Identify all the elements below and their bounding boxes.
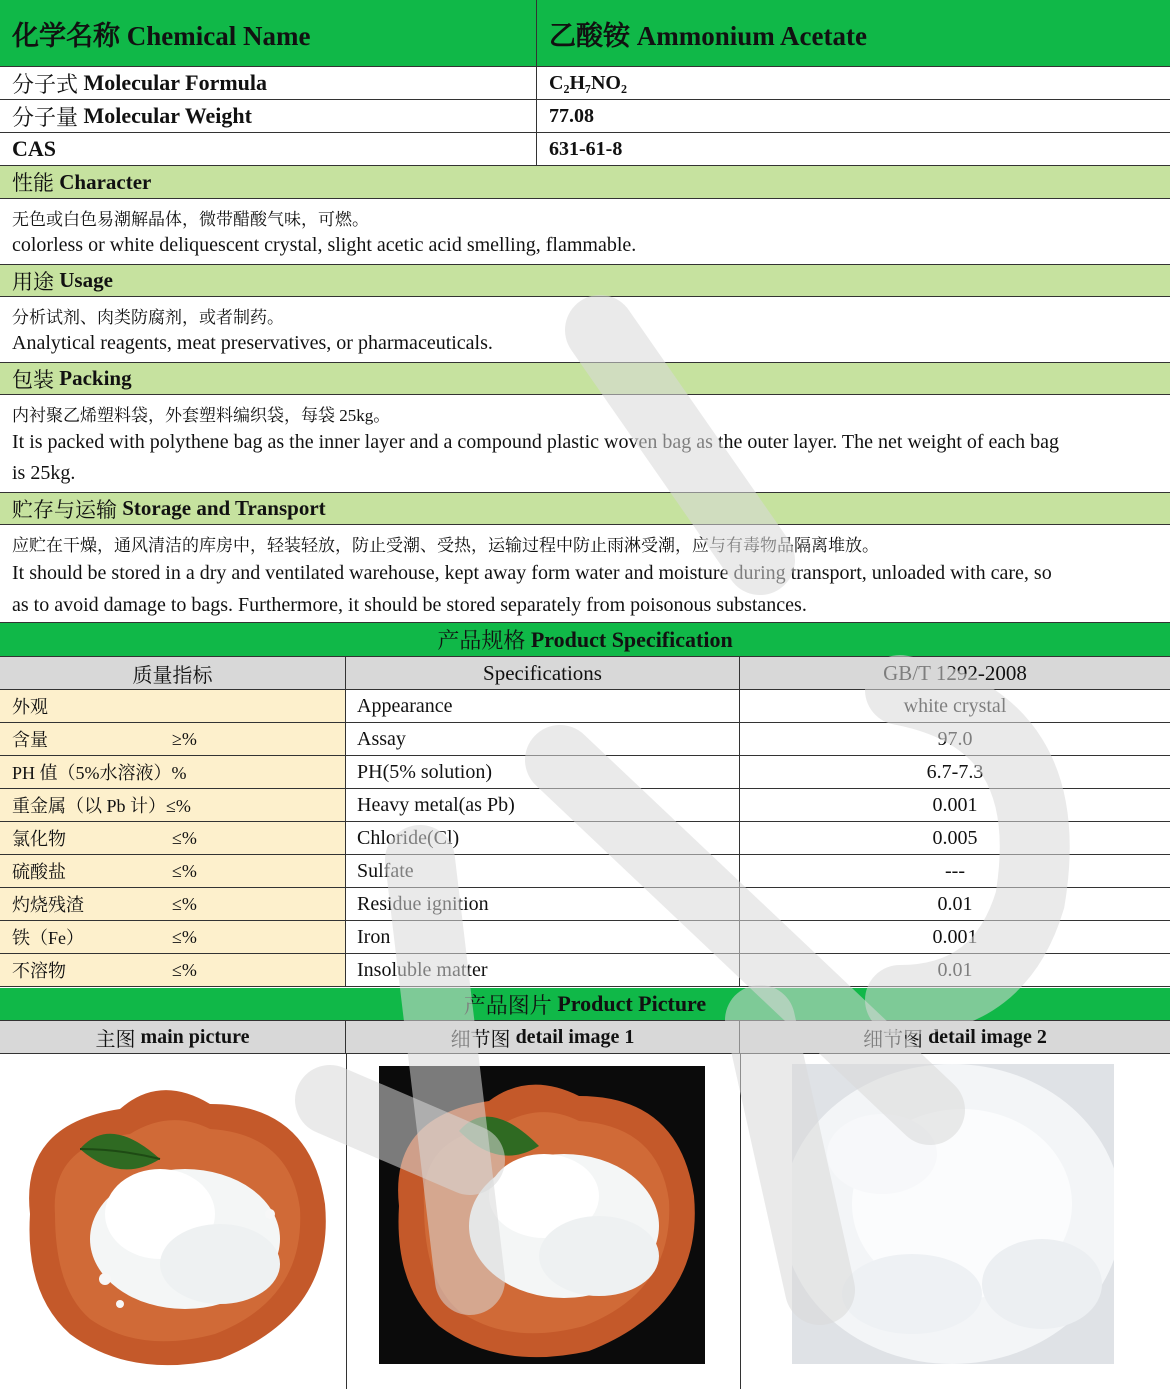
text-cn: 应贮在干燥，通风清洁的库房中，轻装轻放，防止受潮、受热，运输过程中防止雨淋受潮，应与有毒物品隔离堆放。 [12, 536, 879, 555]
caption-en: main picture [140, 1025, 250, 1048]
spec-value: 0.01 [937, 892, 973, 915]
section-body-storage [0, 525, 1170, 623]
spec-value: 0.01 [937, 958, 973, 981]
heading-en: Packing [59, 366, 132, 390]
text-cn: 无色或白色易潮解晶体，微带醋酸气味，可燃。 [12, 210, 369, 229]
spec-value: white crystal [903, 694, 1007, 717]
spec-en-label: Insoluble matter [346, 954, 740, 986]
spec-col-header: Specifications [346, 657, 740, 689]
spec-cn-label [0, 723, 346, 755]
spec-cn-unit: ≤% [172, 959, 197, 980]
property-label-en: Molecular Weight [83, 103, 252, 128]
spec-cn-text: PH 值（5%水溶液）% [12, 763, 187, 783]
spec-cn-label [0, 690, 346, 722]
picture-divider [740, 1054, 741, 1389]
heading-cn: 贮存与运输 [12, 497, 117, 522]
spec-en-label: Assay [346, 723, 740, 755]
property-label-en: Molecular Formula [83, 70, 268, 95]
spec-cn-unit: ≤% [172, 926, 197, 947]
spec-row [0, 789, 1170, 822]
spec-cn-unit: ≤% [172, 827, 197, 848]
spec-value: 0.001 [932, 925, 978, 948]
property-value: C₂H₇NO₂ [549, 71, 627, 94]
property-row-weight [0, 100, 1170, 133]
spec-cn-text: 氯化物 [12, 829, 66, 849]
spec-cn-text: 含量 [12, 730, 48, 750]
section-heading-packing [0, 363, 1170, 395]
spec-cn-label [0, 756, 346, 788]
heading-cn: 用途 [12, 269, 54, 294]
spec-row [0, 756, 1170, 789]
spec-col-header: GB/T 1292-2008 [883, 660, 1027, 685]
section-heading-character [0, 166, 1170, 199]
spec-cn-unit: ≤% [172, 860, 197, 881]
spec-en-label: Chloride(Cl) [346, 822, 740, 854]
spec-en-label: PH(5% solution) [346, 756, 740, 788]
section-heading-storage [0, 493, 1170, 525]
section-body-character [0, 199, 1170, 265]
spec-en-label: Iron [346, 921, 740, 953]
caption-detail-2 [740, 1021, 1170, 1053]
spec-col-header: 质量指标 [0, 657, 346, 689]
heading-cn: 包装 [12, 367, 54, 392]
text-cn: 分析试剂、肉类防腐剂，或者制药。 [12, 308, 284, 327]
picture-area [0, 1054, 1170, 1389]
heading-en: Storage and Transport [122, 496, 326, 520]
picture-title-row [0, 988, 1170, 1021]
chemical-name-label: 化学名称 Chemical Name [0, 0, 537, 66]
picture-title-en: Product Picture [557, 991, 707, 1016]
spec-row [0, 888, 1170, 921]
text-en-line2: as to avoid damage to bags. Furthermore, it should be stored separately from poisonous substances. [12, 594, 807, 616]
spec-row [0, 954, 1170, 987]
spec-cn-text: 硫酸盐 [12, 862, 66, 882]
caption-en: detail image 2 [928, 1025, 1047, 1048]
text-en: colorless or white deliquescent crystal, slight acetic acid smelling, flammable. [12, 234, 637, 256]
spec-cn-label [0, 822, 346, 854]
plate-photo-main [10, 1064, 336, 1374]
detail-picture-2 [792, 1064, 1114, 1364]
caption-detail-1 [346, 1021, 740, 1053]
picture-divider [346, 1054, 347, 1389]
heading-en: Character [59, 169, 152, 194]
spec-cn-unit: ≥% [172, 728, 197, 749]
property-label-en: CAS [12, 136, 57, 161]
property-row-cas [0, 133, 1170, 166]
spec-title-row [0, 623, 1170, 657]
property-label-cn: 分子式 [12, 71, 79, 97]
spec-value: 0.001 [932, 793, 978, 816]
caption-main [0, 1021, 346, 1053]
text-en-line1: It is packed with polythene bag as the inner layer and a compound plastic woven bag as the outer layer. The net weight of each bag [12, 431, 1060, 453]
spec-row [0, 921, 1170, 954]
spec-value: 6.7-7.3 [926, 760, 984, 783]
caption-cn: 细节图 [863, 1028, 924, 1051]
spec-title-cn: 产品规格 [437, 628, 526, 653]
spec-en-label: Sulfate [346, 855, 740, 887]
spec-cn-label [0, 789, 346, 821]
spec-cn-label [0, 921, 346, 953]
property-row-formula [0, 67, 1170, 100]
main-picture [10, 1064, 336, 1374]
spec-title-en: Product Specification [530, 626, 733, 652]
spec-cn-label [0, 855, 346, 887]
section-body-packing [0, 395, 1170, 493]
spec-cn-text: 灼烧残渣 [12, 895, 84, 915]
text-en-line1: It should be stored in a dry and ventilated warehouse, kept away form water and moisture during transport, unloaded with care, so [12, 562, 1052, 584]
spec-en-label: Residue ignition [346, 888, 740, 920]
spec-value: 97.0 [937, 727, 973, 750]
picture-caption-row [0, 1021, 1170, 1054]
caption-cn: 主图 [95, 1028, 136, 1051]
property-label [0, 100, 537, 132]
header-row [0, 0, 1170, 67]
property-label [0, 133, 537, 165]
spec-en-label: Appearance [346, 690, 740, 722]
plate-photo-detail-1 [379, 1066, 705, 1364]
spec-cn-label [0, 954, 346, 986]
property-label-cn: 分子量 [12, 104, 79, 130]
spec-en-label: Heavy metal(as Pb) [346, 789, 740, 821]
spec-cn-text: 外观 [12, 697, 48, 717]
spec-cn-text: 不溶物 [12, 961, 66, 981]
spec-value: --- [945, 859, 965, 882]
caption-cn: 细节图 [450, 1028, 511, 1051]
spec-header-row [0, 657, 1170, 690]
spec-cn-text: 铁（Fe） [12, 928, 84, 948]
spec-row [0, 690, 1170, 723]
text-cn: 内衬聚乙烯塑料袋，外套塑料编织袋，每袋 25kg。 [12, 406, 391, 425]
spec-row [0, 822, 1170, 855]
spec-cn-text: 重金属（以 Pb 计）≤% [12, 796, 191, 816]
heading-en: Usage [59, 268, 113, 292]
spec-cn-unit: ≤% [172, 893, 197, 914]
picture-title-cn: 产品图片 [463, 992, 552, 1018]
detail-picture-1 [379, 1066, 705, 1364]
heading-cn: 性能 [12, 171, 54, 195]
spec-row [0, 723, 1170, 756]
chemical-name-value: 乙酸铵 Ammonium Acetate [549, 20, 867, 51]
section-heading-usage [0, 265, 1170, 297]
crystal-photo-detail-2 [792, 1064, 1114, 1364]
spec-cn-label [0, 888, 346, 920]
text-en-line2: is 25kg. [12, 462, 76, 484]
property-value: 631-61-8 [549, 137, 623, 160]
section-body-usage [0, 297, 1170, 363]
property-label [0, 67, 537, 99]
caption-en: detail image 1 [515, 1025, 635, 1048]
text-en: Analytical reagents, meat preservatives, or pharmaceuticals. [12, 332, 493, 354]
spec-row [0, 855, 1170, 888]
spec-value: 0.005 [932, 826, 978, 849]
property-value: 77.08 [549, 104, 594, 127]
